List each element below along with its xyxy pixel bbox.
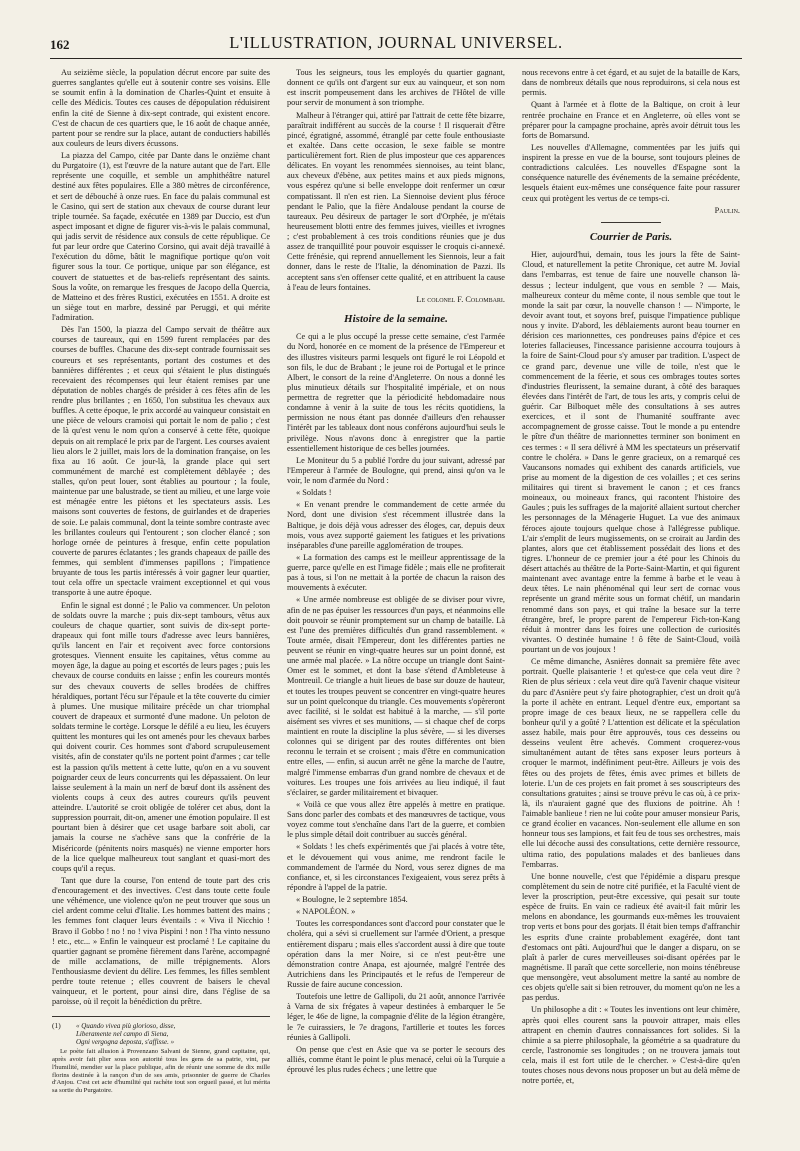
paragraph: Malheur à l'étranger qui, attiré par l'attrait de cette fête bizarre, paraîtrait indifférent au succès de la course ! Il risquerait d'être pincé, égratigné, assommé, étranglé par cette foule enthousiaste et exaltée. Dans cette occasion, le sexe faible se montre particulièrement fort. Rien de plus imposteur que ces apparences délicates. En voyant les renommées siennoises, au teint blanc, aux cheveux d'ébène, aux petites mains et aux pieds mignons, vous espérez qu'une si belle enveloppe doit renfermer un cœur compatissant. Il n'en est rien. La Siennoise devient plus féroce pendant le Palio, que la fière Andalouse pendant la course de taureaux. Peu désireux de partager le sort d'Orphée, je m'étais heureusement blotti entre des femmes juives, vieilles et ivrognes ; c'est probablement à ces trois conditions réunies que je dus assez de tranquillité pour pouvoir esquisser le croquis ci-annexé. Cette frénésie, qui reprend annuellement les Siennois, leur a fait donner, dans le reste de l'Italie, la dénomination de Pazzi. Ils acceptent sans s'en offenser cette qualité, et en attribuent la cause à l'eau de leurs fontaines. bbox=[287, 110, 505, 292]
paragraph: nous recevons entre à cet égard, et au sujet de la bataille de Kars, dans de nombreux détails que nous reproduirons, si cela nous est permis. bbox=[522, 68, 740, 98]
column-2 bbox=[287, 68, 505, 1140]
paragraph: Tant que dure la course, l'on entend de toute part des cris d'encouragement et des invectives. C'est dans toute cette foule une véhémence, une violence qu'on ne peut trouver que sous un ciel ardent comme celui d'Italie. Les hommes battent des mains ; les femmes font claquer leurs éventails : « Viva il Nicchio ! Bravo il Gobbo ! no ! no ! viva Pispini ! non ! l'ha vinto nessuno ! etc., etc... » Enfin le vainqueur est proclamé ! Le capitaine du quartier gagnant se promène fièrement dans l'arène, accompagné de mille acclamations, de mille trépignements. Alors l'enthousiasme devient du délire. Les femmes, les filles semblent perdre toute retenue ; elles couvrent de baisers le cheval vainqueur, et le portent, pour ainsi dire, dans l'église de sa paroisse, où il reçoit la bénédiction du prêtre. bbox=[52, 875, 270, 1007]
paragraph: Dès l'an 1500, la piazza del Campo servait de théâtre aux courses de taureaux, qui en 1599 furent remplacées par des courses de buffles. Chacune des dix-sept contrade fournissait ses coureurs et ses représentants, portant des costumes et des bannières différentes ; et ceux qui s'étaient le plus distingués recevaient des récompenses qui leur étaient remises par une députation de nobles chargés de présider à ces fêtes afin de les rendre plus brillantes ; en 1650, l'on substitua les chevaux aux buffles. A cette époque, le prix accordé au vainqueur consistait en une pièce de velours cramoisi qui portait le nom de palio ; c'est de là qu'est venu le nom qu'on a conservé à cette fête, quoique depuis on ait remplacé le prix par de l'argent. Les courses avaient lieu alors le 2 juillet, mais lors de la domination française, on les fixa au 16 août. Ce jour-là, la grande place qui sert communément de marché est complètement déblayée ; des stalles, qu'on peut louer, sont établies au pourtour ; la foule, maintenue par une balustrade, se tient au milieu, et une large voie est ménagée entre les piétons et les spectateurs assis. Les maisons sont couvertes de festons, de guirlandes et de draperies de soie. Le palais communal, dont la teinte sombre contraste avec les brillantes couleurs qui l'entourent ; son clocher élancé ; son horloge ornée de peintures à fresque, enfin cette population couverte de parures éclatantes ; les grands chapeaux de paille des femmes, qui semblent d'immenses papillons ; l'impatience bruyante de tous les partis intéressés à voir gagner leur quartier, tout cela offre un spectacle vraiment exceptionnel et qui vous transporte à une autre époque. bbox=[52, 325, 270, 598]
section-title-histoire: Histoire de la semaine. bbox=[344, 312, 448, 325]
paragraph: « Soldats ! les chefs expérimentés que j'ai placés à votre tête, et le dévouement qui vous anime, me rendront facile le commandement de l'armée du Nord, vous serez dignes de ma confiance, et, si les circonstances l'exigeaient, vous serez prêts à répondre à l'appel de la patrie. bbox=[287, 842, 505, 892]
footnote-verse-line: Liberamente nel campo di Siena, bbox=[76, 1029, 169, 1038]
column-3 bbox=[522, 68, 740, 1140]
paragraph: « Soldats ! bbox=[296, 488, 332, 498]
paragraph: La piazza del Campo, citée par Dante dans le onzième chant du Purgatoire (1), est l'œuvre de la nature autant que de l'art. Elle représente une coquille, et semble un amphithéâtre naturel destiné aux fêtes populaires. Elle a 380 mètres de circonférence, et sert de débouché à onze rues. En face du palais communal est le Casino, qui sert de station aux chevaux de course durant leur triple tournée. Sa façade, exécutée en 1389 par Duccio, est d'un aspect imposant et digne de figurer vis-à-vis le palais communal, qui jadis servit de résidence aux consuls de cette république. Ce fut par leur ordre que Caterino Corsino, qui avait déjà travaillé à l'exécution du dôme, bâtit le magnifique portique qu'on voit figurer sous la tour. Ce portique, unique par son élégance, est couvert de statuettes et de bas-reliefs représentant des saints. Sous la voûte, on remarque les fresques de Jacopo della Quercia, de Matteino et des frères Rustici, exécutées en 1551. A droite est un siège tout en marbre, dessiné par Peruggi, et qui mérite l'admiration. bbox=[52, 151, 270, 322]
paragraph: Toutes les correspondances sont d'accord pour constater que le choléra, qui a sévi si cruellement sur l'armée d'Orient, a presque entièrement disparu ; mais elles s'accordent aussi à dire que toute opération dans la mer Noire, si ce n'est peut-être une démonstration contre Anapa, est ajournée, malgré l'entrée des Autrichiens dans les Principautés et le refus de l'empereur de Russie de faire aucune concession. bbox=[287, 919, 505, 990]
footnote-text: Le poète fait allusion à Provenzano Salvani de Sienne, grand capitaine, qui, après avoir fait plier sous son autorité tous les gens de sa patrie, vint, par l'humilité, mendier sur la place publique, afin de réunir une somme de dix mille florins destinée à la rançon d'un de ses amis, prisonnier de guerre de Charles d'Anjou. C'est cet acte d'humilité qui rachète tout son orgueil passé, et lui mérita sa sortie du Purgatoire. bbox=[52, 1048, 270, 1095]
section-divider bbox=[601, 222, 661, 223]
signature-colombari: Le colonel F. Colombari. bbox=[416, 294, 505, 304]
footnote bbox=[52, 1016, 270, 1095]
paragraph: Au seizième siècle, la population décrut encore par suite des guerres sanglantes qu'elle eut à soutenir contre ses voisins. Elle se soumit enfin à la domination de Charles-Quint et ensuite à celle des Médicis. Toutes ces causes de dépopulation réduisirent enfin la cité de Sienne à dix-sept contrade, qui existent encore. C'est de chacun de ces quartiers que, le 16 août de chaque année, partent pour se rendre sur la place, autant de conductiers habillés aux couleurs de leurs divers écussons. bbox=[52, 68, 270, 148]
paragraph: On pense que c'est en Asie que va se porter le secours des alliés, comme étant le point le plus menacé, celui où la Turquie a éprouvé les plus rudes échecs ; une lettre que bbox=[287, 1044, 505, 1075]
journal-title: L'ILLUSTRATION, JOURNAL UNIVERSEL. bbox=[229, 33, 563, 52]
paragraph: « Une armée nombreuse est obligée de se diviser pour vivre, afin de ne pas épuiser les ressources d'un pays, et néanmoins elle doit pouvoir se réunir promptement sur un champ de bataille. Là est l'une des premières difficultés d'un grand rassemblement. « Toute armée, disait l'Empereur, dont les différentes parties ne peuvent se réunir en vingt-quatre heures sur un point donné, est une armée mal placée. » La nôtre occupe un triangle dont Saint-Omer est le sommet, et dont la base s'étend d'Ambleteuse à Montreuil. Ce triangle a huit lieues de base sur douze de hauteur, et toutes les troupes peuvent se concentrer en vingt-quatre heures sur un point quelconque du triangle. Ces mouvements s'opèreront avec facilité, si le soldat est habitué à la marche, — s'il porte aisément ses vivres et ses munitions, — si chaque chef de corps maintient en route la discipline la plus sévère, — si les diverses colonnes qui se dirigent par des routes différentes ont bien reconnu le terrain et se croisent ; mais d'être en communication entre elles, — enfin, si aucun arrêt ne gêne la marche de l'autre, malgré l'immense embarras d'un grand nombre de chevaux et de voitures. Les troupes une fois arrivées au lieu indiqué, il faut s'éclairer, se garder militairement et bivaquer. bbox=[287, 595, 505, 797]
paragraph: Hier, aujourd'hui, demain, tous les jours la fête de Saint-Cloud, et naturellement la petite Chronique, cet autre M. Jovial dans l'embarras, est tenue de faire une nouvelle chanson là-dessus ; lecteur indulgent, que vous en semble ? — Mais, malheureux conteur du même conte, il nous semble que tout le monde la sait par cœur, la nouvelle chanson ! — N'importe, le devoir avant tout, et soyons bref, puisque l'impatience publique nous y invite. D'abord, les déblaiements auront beau tourner en dérision ces marionnettes, ces pondreuses pains d'épice et ces loteries fallacieuses, l'incessance parisienne accourra toujours à la foire de Saint-Cloud pour s'y amuser par tradition. L'aspect de ce grand parc, devenue une ville de toile, n'est que le commencement de la féerie, et sous ces ombrages toutes sortes d'industries fleurissent, la semaine durant, à côté des baraques élevées dans l'intérêt de l'art, de tous les arts, y compris celui de guérir. Car Bilboquet mêle des consultations à ses autres exercices, et il sont de l'humanité souffrante avec accompagnement de grosse caisse. Tout le monde a pu entendre le pître d'un théâtre de marionnettes terminer son boniment en ces termes : « Il sera délivré à MM les spectateurs un préservatif contre le choléra. » Dans le genre gracieux, on a remarqué ces Vaucansons nomades qui exhibent des canards artificiels, vue prise au moment de la digestion de ces volailles ; et ces serins militaires qui tirent si bravement le canon ; et ces francs moineaux, ou moineaux francs, qui racontent l'histoire des Gaules ; puis les suffrages de la majorité allaient surtout chercher les personnages de la Ménagerie Huguet. La vue des animaux féroces ajoute toujours quelque chose à l'allégresse publique. L'air s'emplit de leurs mugissements, on se croirait au Jardin des plantes, alors que cet établissement possédait des lions et des tigres. L'honneur de ce premier jour a été pour les Chinois du désert attachés au théâtre de la Porte-Saint-Martin, et qui figurent maintenant avec avantage entre la femme à barbe et le veau à deux têtes. Le nain phénoménal qui leur sert de cornac vous représente un grand mérite sous un format chétif, un mandarin renommé dans son pays, et qui traîne la besace sur la terre étrangère, bref, le propre parent de l'empereur Fich-ton-Kang réduit à montrer dans les foires une collection de curiosités vivantes. O destinée humaine ! ô fête de Saint-Cloud, voilà pourtant un de vos joujoux ! bbox=[522, 250, 740, 655]
paragraph: Ce qui a le plus occupé la presse cette semaine, c'est l'armée du Nord, honorée en ce moment de la présence de l'Empereur et des illustres visiteurs parmi lesquels ont figuré le roi Léopold et son fils, le duc de Brabant ; le jeune roi de Portugal et le prince Albert, le consort de la reine d'Angleterre. On nous a donné les plus minutieux détails sur l'hospitalité impériale, et on nous permettra de regretter que la périodicité hebdomadaire nous condamne à venir à la suite de tous les récits quotidiens, la permission ne nous étant pas donnée d'ailleurs d'en rehausser l'intérêt par les tableaux dont nous conférons aujourd'hui seuls le privilège. Nous n'avons donc à enregistrer que la partie essentiellement historique de ces belles journées. bbox=[287, 332, 505, 453]
paragraph: Un philosophe a dit : « Toutes les inventions ont leur chimère, après quoi elles courent sans la pouvoir attraper, mais elles attrapent en chemin d'autres connaissances fort solides. Si la chimie a sa pierre philosophale, la géométrie a sa quadrature du cercle, l'astronomie ses longitudes ; on ne trouvera jamais tout cela, mais il est fort utile de le chercher. » C'est-à-dire qu'en toutes choses nous devons nous proposer un but au delà même de notre portée, et, bbox=[522, 1005, 740, 1086]
paragraph: « Voilà ce que vous allez être appelés à mettre en pratique. Sans donc parler des combats et des manœuvres de tactique, vous voyez comme tout s'enchaîne dans l'art de la guerre, et combien le plus simple détail doit contribuer au succès général. bbox=[287, 799, 505, 840]
section-title-courrier: Courrier de Paris. bbox=[589, 230, 673, 243]
paragraph: Les nouvelles d'Allemagne, commentées par les juifs qui inspirent la presse en vue de la bourse, sont toujours pleines de contradictions calculées. Les nouvelles d'Espagne sont la conséquence naturelle des événements de la semaine précédente, lesquels étaient eux-mêmes une conséquence faite pour rassurer ceux qui protègent les vertus de ce temps-ci. bbox=[522, 142, 740, 203]
column-2-article-text bbox=[287, 68, 505, 293]
paragraph: « La formation des camps est le meilleur apprentissage de la guerre, parce qu'elle en est l'image fidèle ; mais elle ne profiterait pas à tous, si l'on ne mettait à la portée de chacun la raison des mouvements à exécuter. bbox=[287, 552, 505, 593]
paragraph: « NAPOLÉON. » bbox=[296, 907, 356, 917]
signature-paulin: Paulin. bbox=[714, 205, 740, 215]
column-2-histoire-text bbox=[287, 332, 505, 1075]
page-number: 162 bbox=[50, 37, 70, 52]
column-3-histoire-text bbox=[522, 68, 740, 204]
column-1 bbox=[52, 68, 270, 1140]
paragraph: « Boulogne, le 2 septembre 1854. bbox=[296, 895, 408, 905]
column-3-courrier-text bbox=[522, 250, 740, 1086]
page-header bbox=[50, 32, 742, 59]
footnote-mark: (1) bbox=[52, 1020, 61, 1030]
footnote-verse-line: « Quando vivea più glorioso, disse, bbox=[76, 1021, 176, 1030]
footnote-verse-line: Ogni vergogna deposta, s'affisse. » bbox=[76, 1038, 175, 1046]
paragraph: Enfin le signal est donné ; le Palio va commencer. Un peloton de soldats ouvre la marche ; puis dix-sept tambours, vêtus aux couleurs de chaque quartier, sont suivis de dix-sept porte-drapeaux qui font mille tours d'adresse avec leurs bannières, qu'ils lancent en l'air et reçoivent avec force contorsions grotesques. Viennent ensuite les capitaines, vêtus comme au moyen âge, la dague au poing et escortés de leurs pages ; puis les chevaux de course conduits en laisse ; enfin les coureurs montés sur des chevaux couverts de selles brodées de chiffres héraldiques, portant l'écu sur l'épaule et la tête couverte du cimier à plumes. Une musique militaire précède un char triomphal couvert de drapeaux et surmonté d'une madone. Un peloton de soldats termine le cortège. Lorsque le défilé a eu lieu, les écuyers quittent les montures qui les ont amenés pour les chevaux barbes qui doivent courir. Ces hommes sont d'abord scrupuleusement visités, afin de constater qu'ils ne portent point d'armes ; car telle est la passion qu'ils mettent à cette lutte, qu'on en a vu souvent poignarder ceux de leurs concurrents qui les dépassaient. On leur laisse seulement à la main un nerf de bœuf dont ils assènent des violents coups à ceux des autres coureurs qu'ils peuvent atteindre. L'autorité se croit obligée de tolérer cet abus, dont la suppression pourrait, dit-on, amener une émotion populaire. Il est pourtant bien à désirer que cet usage barbare soit aboli, car jamais la course ne s'achève sans que la confrérie de la Miséricorde (pénitents noirs masqués) ne vienne emporter hors de la lice quelque malheureux tout sanglant et quasi-mort des coups qu'il a reçus. bbox=[52, 600, 270, 873]
paragraph: « En venant prendre le commandement de cette armée du Nord, dont une division s'est récemment illustrée dans la Baltique, je dois déjà vous adresser des éloges, car, depuis deux mois, vous avez supporté gaiement les fatigues et les privations inséparables d'une pareille agglomération de troupes. bbox=[287, 500, 505, 550]
paragraph: Quant à l'armée et à flotte de la Baltique, on croit à leur rentrée prochaine en France et en Angleterre, où elles vont se préparer pour la campagne prochaine, après avoir détruit tous les forts de Bomarsund. bbox=[522, 100, 740, 140]
paragraph: Ce même dimanche, Asnières donnait sa première fête avec portrait. Quelle plaisanterie ! et qu'est-ce que cela veut dire ? Rien de plus sérieux : cela veut dire qu'à l'avenir chaque visiteur du parc d'Asnière peut s'y faire photographier, c'est un droit qu'à la porte il achète en entrant. Lequel d'entre eux, emportant sa propre image de ces beaux lieux, ne se rappellera celle du bonheur qu'il y a goûté ? L'attention est délicate et la spéculation assez habile, mais pour être approuvés, tous ces desseins ou desseins veulent être achevés. Comment croquerez-vous simultanément autant de têtes sans exposer leurs porteurs à croquer le marmot, indéfiniment peut-être. Ailleurs je vois des fêtes ou des projets de fêtes, émis avec primes et billets de loterie. L'un de ces projets en fait promet à ses souscripteurs des consultations gratuites ; ainsi se trouve prévu le cas où, à ce prix-là, ils n'auraient gagné que des fluxions de poitrine. Ah ! l'aimable banlieue ! rien ne lui coûte pour amuser monsieur Paris, ce grand écolier en vacances. Non-seulement elle allume en son honneur tous ses lampions, et fait feu de tous ses orchestres, mais elle lui décoche aussi des consultations, cette dernière ressource, ultima ratio, des populations malades et des banlieues dans l'embarras. bbox=[522, 657, 740, 869]
paragraph: Tous les seigneurs, tous les employés du quartier gagnant, donnent ce qu'ils ont d'argent sur eux au vainqueur, et son nom est inscrit pompeusement dans les archives de l'Hôtel de ville pour servir de monument à son triomphe. bbox=[287, 68, 505, 108]
paragraph: Toutefois une lettre de Gallipoli, du 21 août, annonce l'arrivée à Varna de six frégates à vapeur destinées à embarquer le 5e léger, le 46e de ligne, la compagnie d'élite de la légion étrangère, le 7e cuirassiers, le 7e dragons, l'artillerie et toutes les forces réunies à Gallipoli. bbox=[287, 992, 505, 1042]
paragraph: Le Moniteur du 5 a publié l'ordre du jour suivant, adressé par l'Empereur à l'armée de Boulogne, qui prend, ainsi qu'on va le voir, le nom d'armée du Nord : bbox=[287, 455, 505, 486]
paragraph: Une bonne nouvelle, c'est que l'épidémie a disparu presque complètement du sein de notre cité purifiée, et la Faculté vient de lever la proscription, peut-être excessive, qui pesait sur toute espèce de fruits. En vain ce radieux été avait-il fait mûrir les melons en abondance, les gourmands eux-mêmes les trouvaient trop verts et bons pour des gorjats. Il était bien temps d'affranchir les esprits d'une crainte probablement exagérée, dont tant d'estomacs ont pâti. Aujourd'hui que le danger a disparu, on se plaît à parler de cures merveilleuses soi-disant opérées par le magnétisme. Il paraît que cette sorcellerie, non moins ténébreuse que mensongère, veut absolument mettre la santé au nombre de ces objets qu'elle sait si bien retrouver, du moment qu'on ne les a pas perdus. bbox=[522, 871, 740, 1003]
footnote-verses bbox=[76, 1022, 270, 1047]
column-1-text bbox=[52, 68, 270, 1008]
